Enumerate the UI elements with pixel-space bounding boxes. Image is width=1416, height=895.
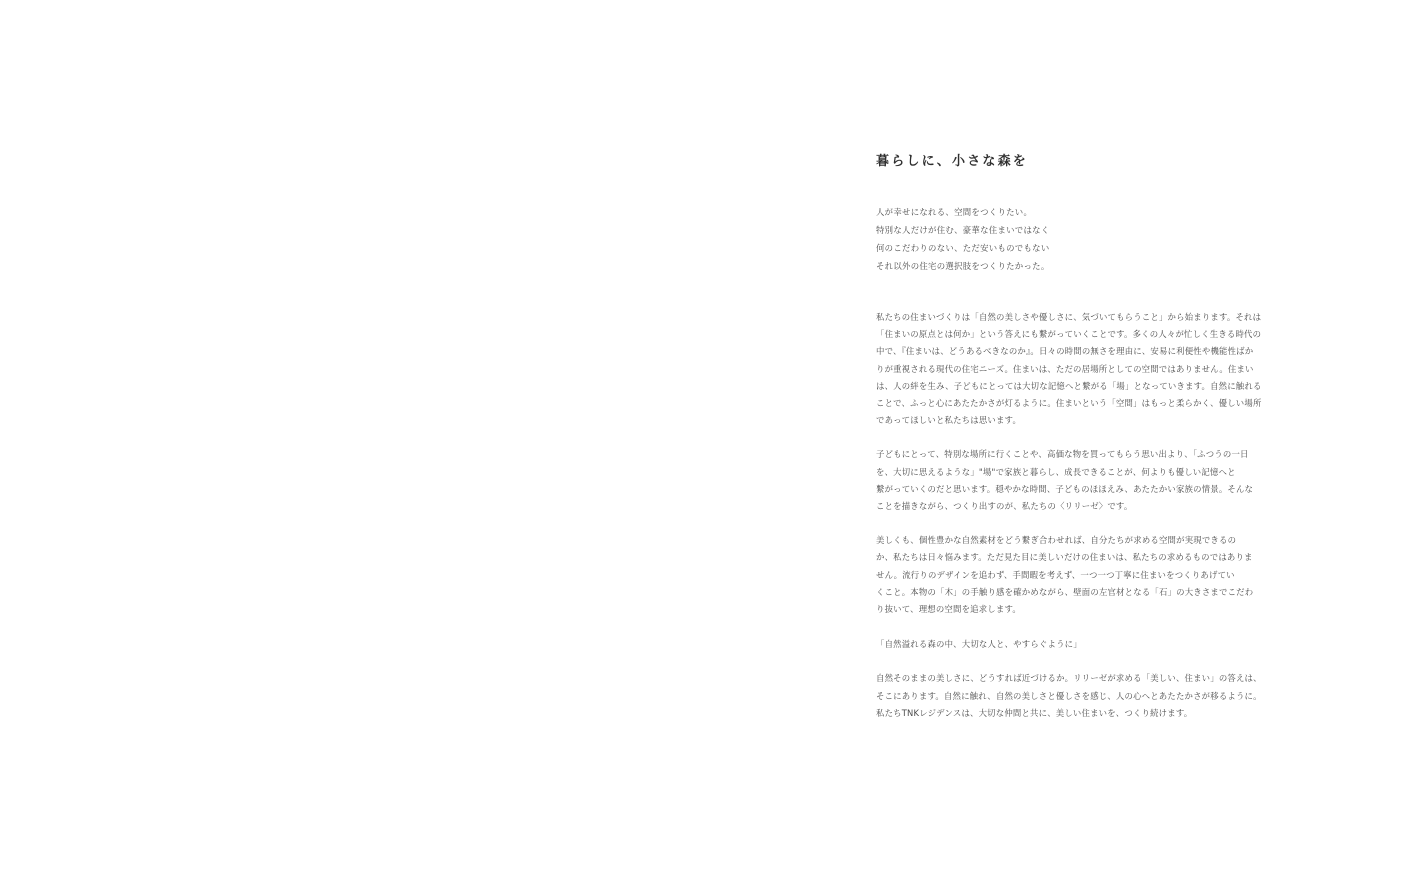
intro-line: 特別な人だけが住む、豪華な住まいではなく xyxy=(876,225,1050,235)
body-paragraph-2 xyxy=(876,446,1270,515)
paragraph-line: 繋がっていくのだと思います。穏やかな時間、子どものほほえみ、あたたかい家族の情景。そんな xyxy=(876,483,1254,494)
intro-line: それ以外の住宅の選択肢をつくりたかった。 xyxy=(876,261,1050,271)
body-paragraph-4 xyxy=(876,670,1270,722)
paragraph-line: 自然そのままの美しさに、どうすれば近づけるか。リリーゼが求める「美しい、住まい」の答えは、 xyxy=(876,673,1262,684)
intro-line: 何のこだわりのない、ただ安いものでもない xyxy=(876,243,1050,253)
paragraph-line: くこと。本物の「木」の手触り感を確かめながら、壁面の左官材となる「石」の大きさまでこだわ xyxy=(876,586,1254,597)
paragraph-line: か、私たちは日々悩みます。ただ見た目に美しいだけの住まいは、私たちの求めるものではありま xyxy=(876,552,1253,563)
paragraph-line: 子どもにとって、特別な場所に行くことや、高価な物を買ってもらう思い出より、「ふつうの一日 xyxy=(876,449,1249,460)
text-column xyxy=(876,152,1270,722)
paragraph-line: 美しくも、個性豊かな自然素材をどう繋ぎ合わせれば、自分たちが求める空間が実現できるの xyxy=(876,535,1237,546)
paragraph-line: 私たちTNKレジデンスは、大切な仲間と共に、美しい住まいを、つくり続けます。 xyxy=(876,707,1193,718)
paragraph-line: ことを描きながら、つくり出すのが、私たちの〈リリーゼ〉です。 xyxy=(876,501,1133,512)
paragraph-line: 私たちの住まいづくりは「自然の美しさや優しさに、気づいてもらうこと」から始まります。それは xyxy=(876,312,1262,322)
intro-block xyxy=(876,203,1270,275)
paragraph-line: り抜いて、理想の空間を追求します。 xyxy=(876,604,1021,615)
paragraph-line: は、人の絆を生み、子どもにとっては大切な記憶へと繋がる「場」となっていきます。自然に触れる xyxy=(876,380,1262,391)
paragraph-line: を、大切に思えるような」"場"で家族と暮らし、成長できることが、何よりも優しい記憶へと xyxy=(876,466,1236,477)
page-title: 暮らしに、小さな森を xyxy=(876,154,1029,169)
paragraph-line: であってほしいと私たちは思います。 xyxy=(876,415,1022,426)
paragraph-line: 「住まいの原点とは何か」という答えにも繋がっていくことです。多くの人々が忙しく生きる時代の xyxy=(876,329,1262,340)
paragraph-line: りが重視される現代の住宅ニーズ。住まいは、ただの居場所としての空間ではありません。住まい xyxy=(876,363,1254,374)
quote-line: 「自然溢れる森の中、大切な人と、やすらぐように」 xyxy=(876,639,1082,650)
paragraph-line: ことで、ふっと心にあたたかさが灯るように。住まいという「空間」はもっと柔らかく、優しい場所 xyxy=(876,398,1262,409)
paragraph-line: せん。流行りのデザインを追わず、手間暇を考えず、一つ一つ丁寧に住まいをつくりあげてい xyxy=(876,569,1235,580)
paragraph-line: そこにあります。自然に触れ、自然の美しさと優しさを感じ、人の心へとあたたかさが移るように。 xyxy=(876,690,1262,701)
intro-line: 人が幸せになれる、空間をつくりたい。 xyxy=(876,207,1033,217)
body-paragraph-1 xyxy=(876,309,1270,429)
paragraph-line: 中で、『住まいは、どうあるべきなのか』。日々の時間の無さを理由に、安易に利便性や機能性ばか xyxy=(876,346,1254,357)
body-paragraph-3 xyxy=(876,532,1270,618)
